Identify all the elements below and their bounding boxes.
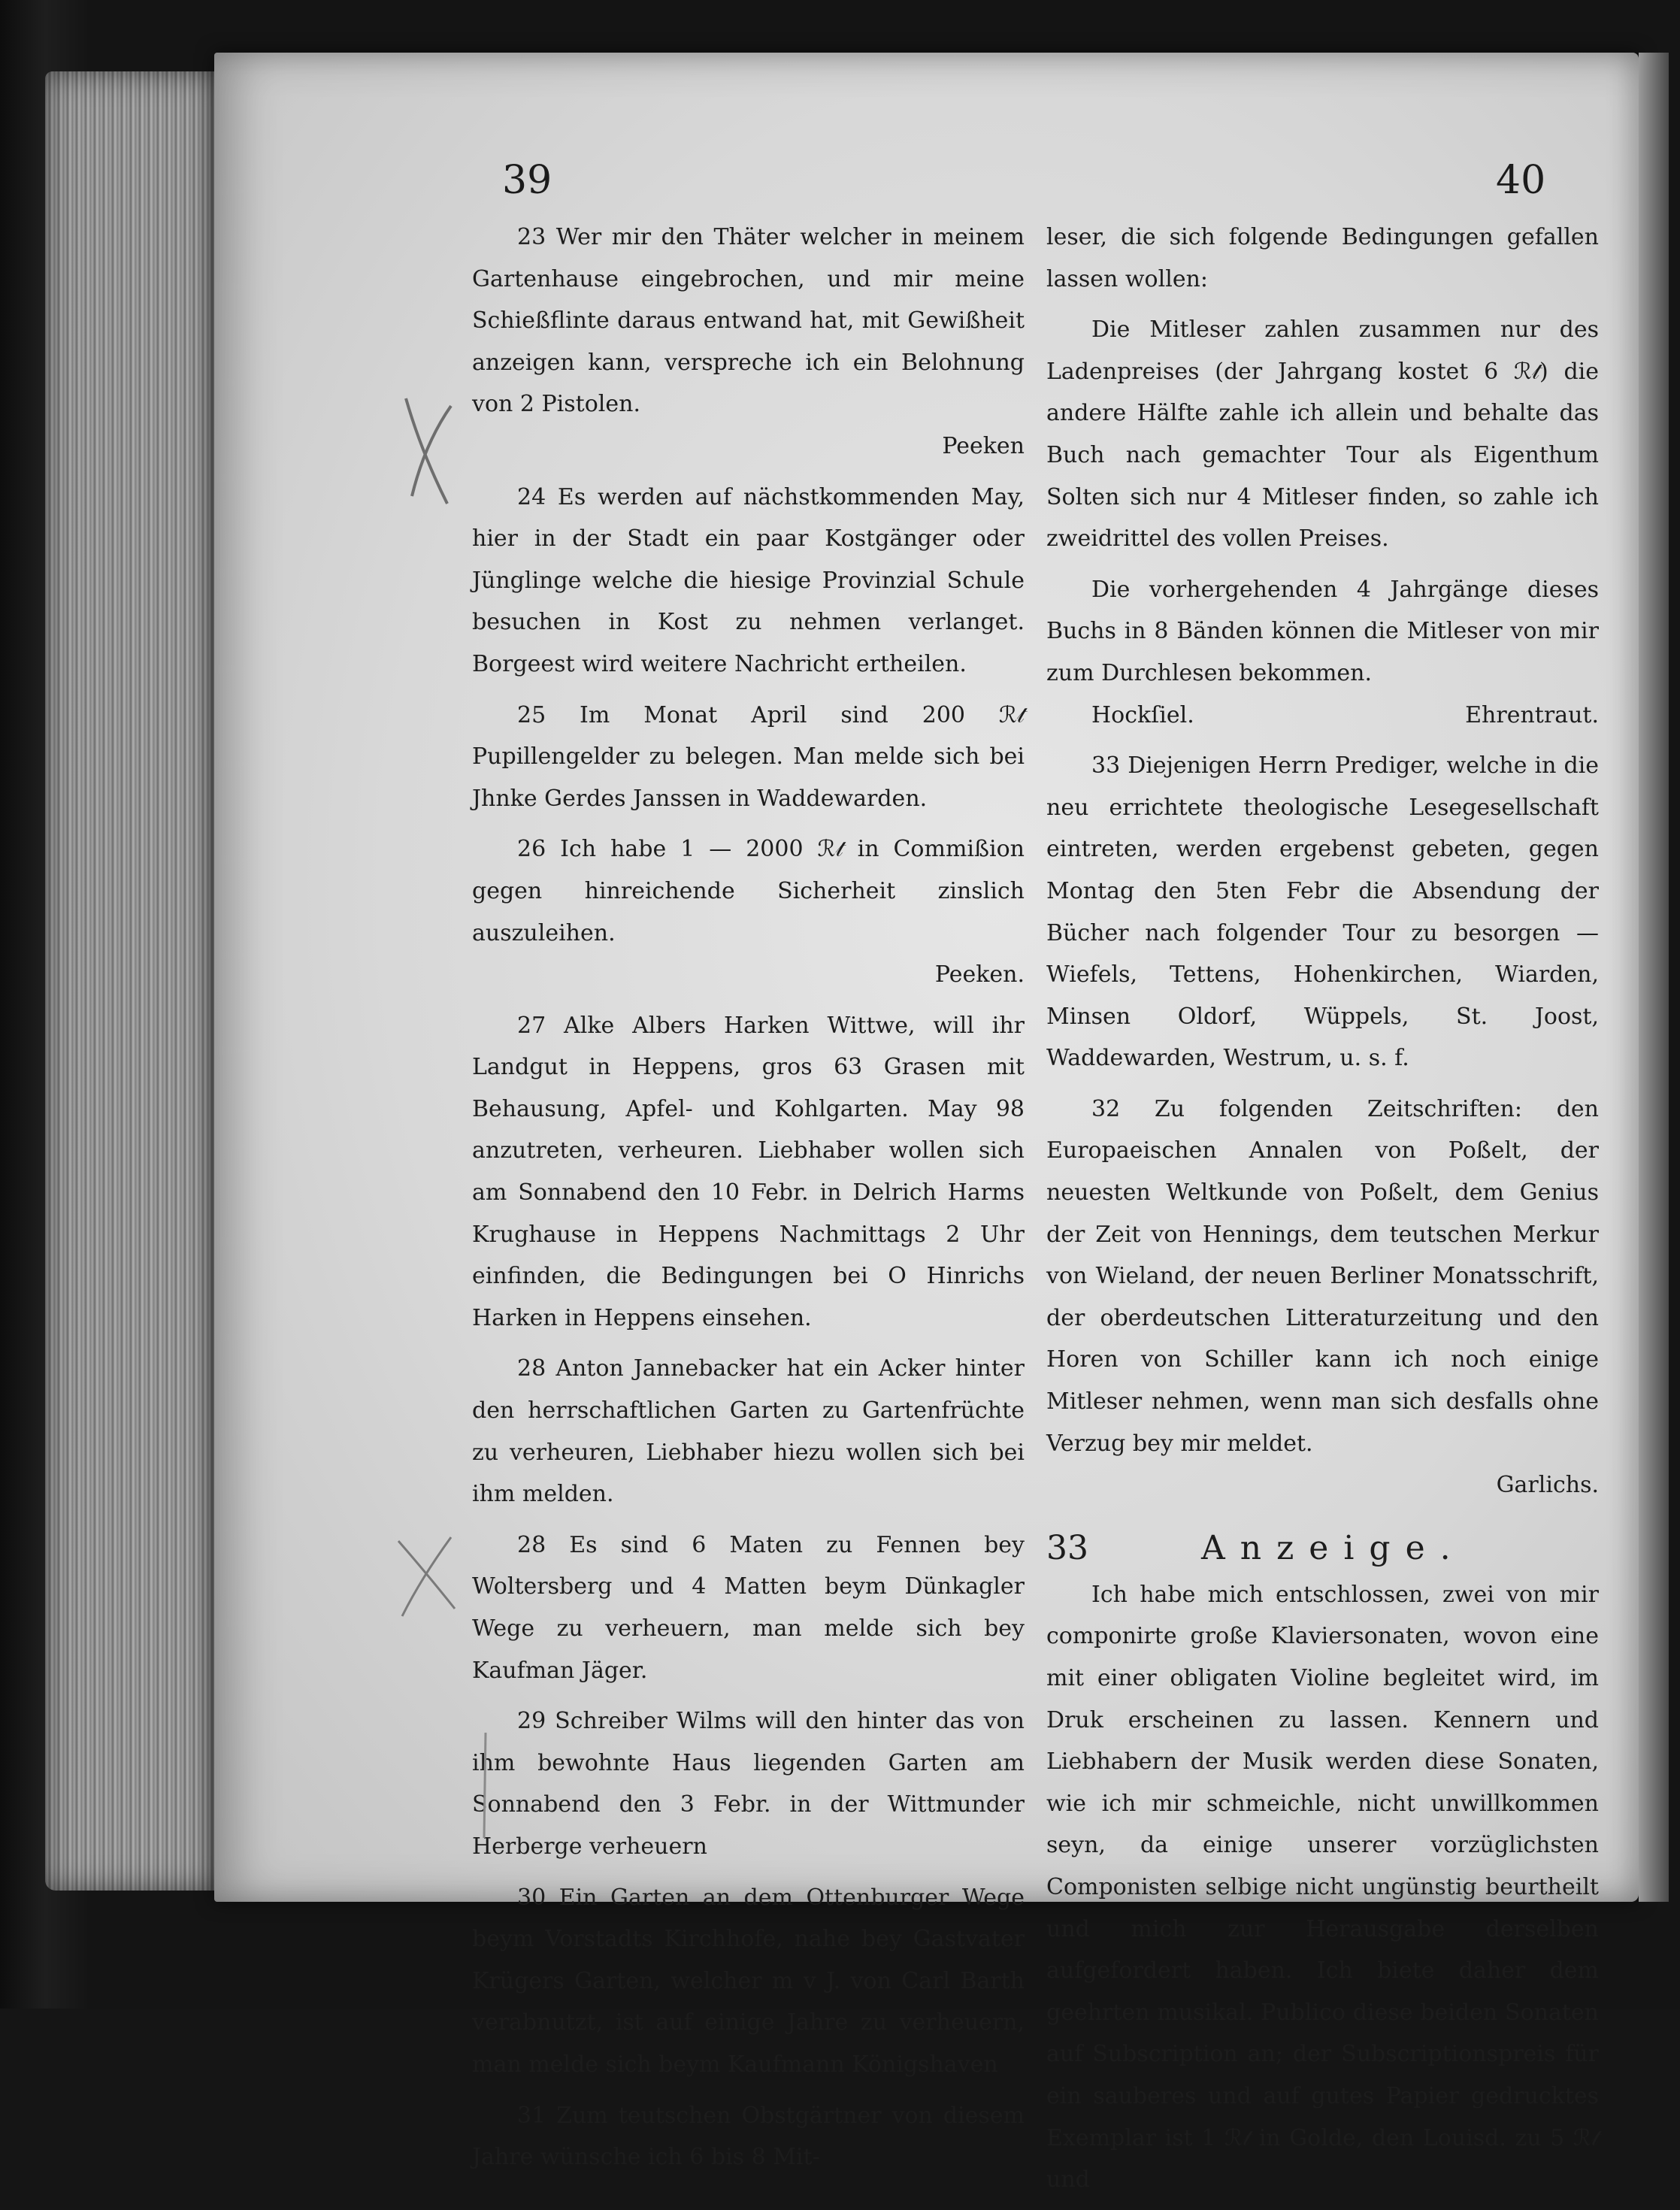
notice — [1046, 1088, 1599, 1506]
notice-text: 24 Es werden auf nächstkommenden May, hier in der Stadt ein paar Kostgänger oder Jünglinge welche die hiesige Provinzial Schule besuchen in Kost zu nehmen verlanget. Borgeest wird weitere Nachricht ertheilen. — [472, 483, 1025, 677]
notice-text: leser, die sich folgende Bedingungen gefallen lassen wollen: — [1046, 224, 1599, 292]
notice — [472, 695, 1025, 820]
notice-place-line — [1046, 695, 1599, 737]
notice — [472, 1524, 1025, 1691]
right-column — [1046, 216, 1599, 2210]
pencil-margin-line — [478, 1733, 493, 1838]
notice — [1046, 309, 1599, 560]
notice-text: Ich habe mich entschlossen, zwei von mir componirte große Klaviersonaten, wovon eine mit einer obligaten Violine begleitet wird, im Druk erscheinen zu lassen. Kennern und Liebhabern der Musik werden diese Sonaten, wie ich mir schmeichle, nicht unwillkommen seyn, da einige unserer vorzüglichsten Componisten selbige nicht ungünstig beurtheilt und mich zur Herausgabe derselben aufgefordert haben. Ich biete daher dem geehrten musikal. Publico diese beiden Sonaten auf Subscription an; der Subscriptionspreis für ein sauberes und auf gutes Papier gedrucktes Exemplar ist 1 ℛ𝓉 in Golde, den Louisd. zu 5 ℛ𝓉 und — [1046, 1581, 1599, 2193]
notice — [472, 1877, 1025, 2086]
notice-text: 23 Wer mir den Thäter welcher in meinem Gartenhause eingebrochen, und mir meine Schießflinte daraus entwand hat, mit Gewißheit anzeigen kann, verspreche ich ein Belohnung von 2 Pistolen. — [472, 224, 1025, 418]
notice-text: 28 Es sind 6 Maten zu Fennen bey Woltersberg und 4 Matten beym Dünkagler Wege zu verheuern, man melde sich bey Kaufman Jäger. — [472, 1531, 1025, 1684]
notice-signature: Peeken. — [934, 961, 1025, 988]
notice-continuation — [1046, 216, 1599, 300]
announcement-heading — [1046, 1527, 1599, 1570]
notice-signature: Peeken — [942, 432, 1025, 459]
heading-number: 33 — [1046, 1528, 1088, 1567]
notice-text: 32 Zu folgenden Zeitschriften: den Europaeischen Annalen von Poßelt, der neuesten Weltkunde von Poßelt, dem Genius der Zeit von Hennings, dem teutschen Merkur von Wieland, der neuen Berliner Monatsschrift, der oberdeutschen Litteraturzeitung und den Horen von Schiller kann ich noch einige Mitleser nehmen, wenn man sich desfalls ohne Verzug bey mir meldet. — [1046, 1095, 1599, 1457]
notice — [472, 1700, 1025, 1867]
page-number-left: 39 — [502, 158, 552, 203]
notice-text: 25 Im Monat April sind 200 ℛ𝓉 Pupillengelder zu belegen. Man melde sich bei Jhnke Gerdes Janssen in Waddewarden. — [472, 701, 1025, 812]
notice-text: 29 Schreiber Wilms will den hinter das von ihm bewohnte Haus liegenden Garten am Sonnabend den 3 Febr. in der Wittmunder Herberge verheuern — [472, 1708, 1025, 1860]
notice-text: 33 Diejenigen Herrn Prediger, welche in die neu errichtete theologische Lesegesellschaft eintreten, werden ergebenst gebeten, gegen Montag den 5ten Febr die Absendung der Bücher nach folgender Tour zu besorgen — Wiefels, Tettens, Hohenkirchen, Wiarden, Minsen Oldorf, Wüppels, St. Joost, Waddewarden, Westrum, u. s. f. — [1046, 752, 1599, 1072]
pencil-cross-mark — [383, 1526, 466, 1624]
page-gutter-shadow — [1639, 53, 1669, 1902]
left-column — [472, 216, 1025, 2186]
notice — [472, 828, 1025, 995]
notice-signature: Garlichs. — [1496, 1472, 1599, 1499]
notice — [1046, 569, 1599, 695]
heading-text: Anzeige. — [1201, 1528, 1466, 1567]
notice-text: 28 Anton Jannebacker hat ein Acker hinter den herrschaftlichen Garten zu Gartenfrüchte zu verheuren, Liebhaber hiezu wollen sich bei ihm melden. — [472, 1355, 1025, 1508]
notice — [472, 1348, 1025, 1515]
notice — [472, 477, 1025, 686]
notice-text: 30 Ein Garten an dem Ottenburger Wege beym Vorstadts Kirchhofe, nahe bey Gastvater Krügers Garten, welcher m v J. von Carl Barth verabnutzt, ist auf einige Jahre zu verheuern, man melde sich beym Kaufmann Königshaven — [472, 1884, 1025, 2078]
notice-signature: Ehrentraut. — [1465, 701, 1599, 728]
notice — [472, 2095, 1025, 2178]
notice-text: 27 Alke Albers Harken Wittwe, will ihr Landgut in Heppens, gros 63 Grasen mit Behausung, Apfel- und Kohlgarten. May 98 anzutreten, verheuren. Liebhaber wollen sich am Sonnabend den 10 Febr. in Delrich Harms Krughause in Heppens Nachmittags 2 Uhr einfinden, die Bedingungen bei O Hinrichs Harken in Heppens einsehen. — [472, 1012, 1025, 1331]
notice — [1046, 745, 1599, 1079]
page-edges — [45, 71, 218, 1891]
notice-text: Die Mitleser zahlen zusammen nur des Ladenpreises (der Jahrgang kostet 6 ℛ𝓉) die andere Hälfte zahle ich allein und behalte das Buch nach gemachter Tour als Eigenthum Solten sich nur 4 Mitleser finden, so zahle ich zweidrittel des vollen Preises. — [1046, 316, 1599, 552]
notice — [472, 216, 1025, 468]
notice — [1046, 1574, 1599, 2201]
notice-text: 26 Ich habe 1 — 2000 ℛ𝓉 in Commißion gegen hinreichende Sicherheit zinslich auszuleihen. — [472, 836, 1025, 946]
page-number-right: 40 — [1496, 158, 1546, 203]
notice-place: Hockſiel. — [1091, 701, 1194, 728]
pencil-cross-mark — [391, 391, 466, 511]
notice — [472, 1005, 1025, 1340]
notice-text: Die vorhergehenden 4 Jahrgänge dieses Buchs in 8 Bänden können die Mitleser von mir zum Durchlesen bekommen. — [1046, 576, 1599, 686]
notice-text: 31 Zum teutschen Obstgärtner von diesem Jahre wünsche ich 6 bis 8 Mit- — [472, 2102, 1025, 2171]
